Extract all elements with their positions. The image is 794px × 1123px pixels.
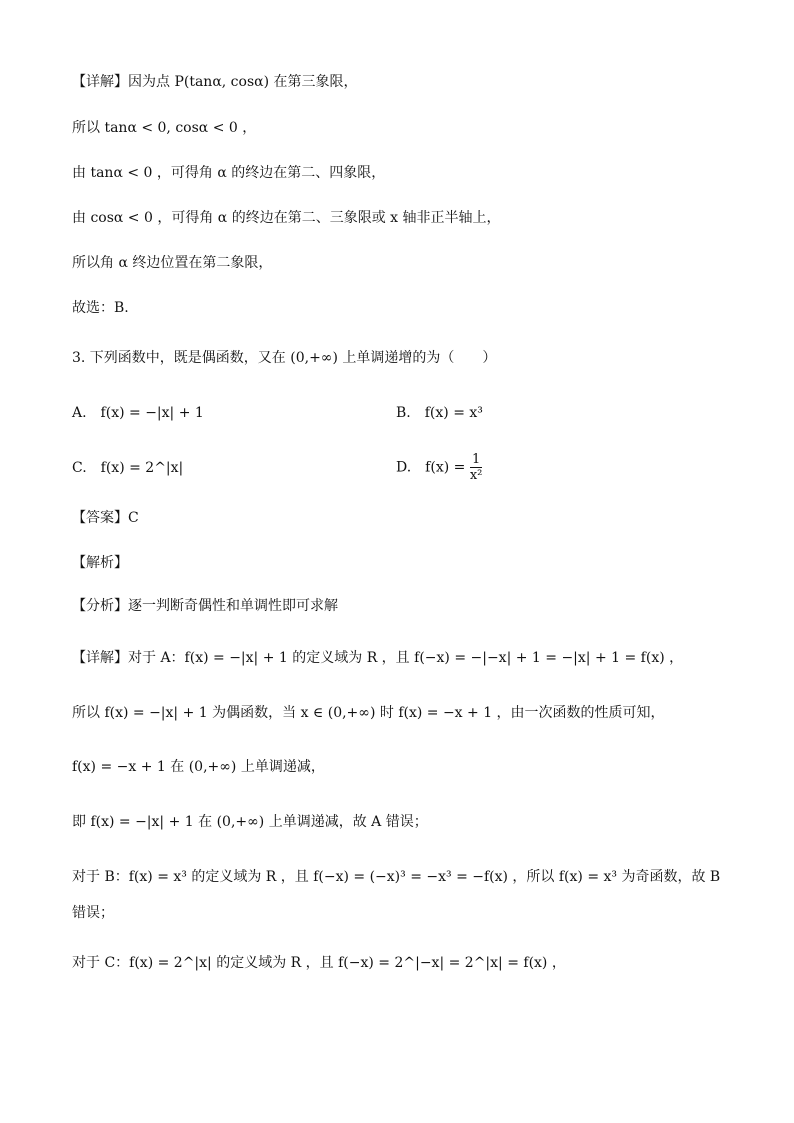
option-b: B. f(x) = x³ (396, 405, 483, 421)
option-a: A. f(x) = −|x| + 1 (72, 405, 204, 421)
option-d-label: D. f(x) = (396, 459, 466, 476)
text-line: 【详解】对于 A：f(x) = −|x| + 1 的定义域为 R ，且 f(−x) = −|−x| + 1 = −|x| + 1 = f(x) ， (72, 650, 684, 666)
analysis-header: 【解析】 (72, 555, 128, 571)
text-line: f(x) = −x + 1 在 (0,+∞) 上单调递减， (72, 759, 325, 775)
text-line: 【分析】逐一判断奇偶性和单调性即可求解 (72, 598, 338, 614)
text-line: 错误； (72, 905, 114, 921)
text-line: 由 cosα < 0 ，可得角 α 的终边在第二、三象限或 x 轴非正半轴上， (72, 210, 501, 226)
text-line: 由 tanα < 0 ，可得角 α 的终边在第二、四象限， (72, 165, 386, 181)
text-line: 所以 tanα < 0, cosα < 0 ， (72, 120, 257, 136)
text-line: 【详解】因为点 P(tanα, cosα) 在第三象限， (72, 74, 358, 90)
text-line: 故选：B. (72, 300, 129, 316)
option-d (396, 452, 482, 483)
question-3: 3. 下列函数中，既是偶函数，又在 (0,+∞) 上单调递增的为（ ） (72, 350, 497, 366)
text-line: 所以角 α 终边位置在第二象限， (72, 255, 273, 271)
fraction (470, 452, 483, 483)
text-line: 对于 B：f(x) = x³ 的定义域为 R ，且 f(−x) = (−x)³ = −x³ = −f(x) ，所以 f(x) = x³ 为奇函数，故 B (72, 869, 721, 885)
text-line: 所以 f(x) = −|x| + 1 为偶函数，当 x ∈ (0,+∞) 时 f(x) = −x + 1 ，由一次函数的性质可知， (72, 705, 665, 721)
text-line: 即 f(x) = −|x| + 1 在 (0,+∞) 上单调递减，故 A 错误； (72, 814, 428, 830)
option-c: C. f(x) = 2^|x| (72, 460, 184, 476)
fraction-numerator: 1 (471, 452, 481, 467)
fraction-denominator: x² (469, 468, 483, 483)
text-line: 对于 C：f(x) = 2^|x| 的定义域为 R ，且 f(−x) = 2^|−x| = 2^|x| = f(x) ， (72, 955, 566, 971)
answer: 【答案】C (72, 510, 139, 526)
